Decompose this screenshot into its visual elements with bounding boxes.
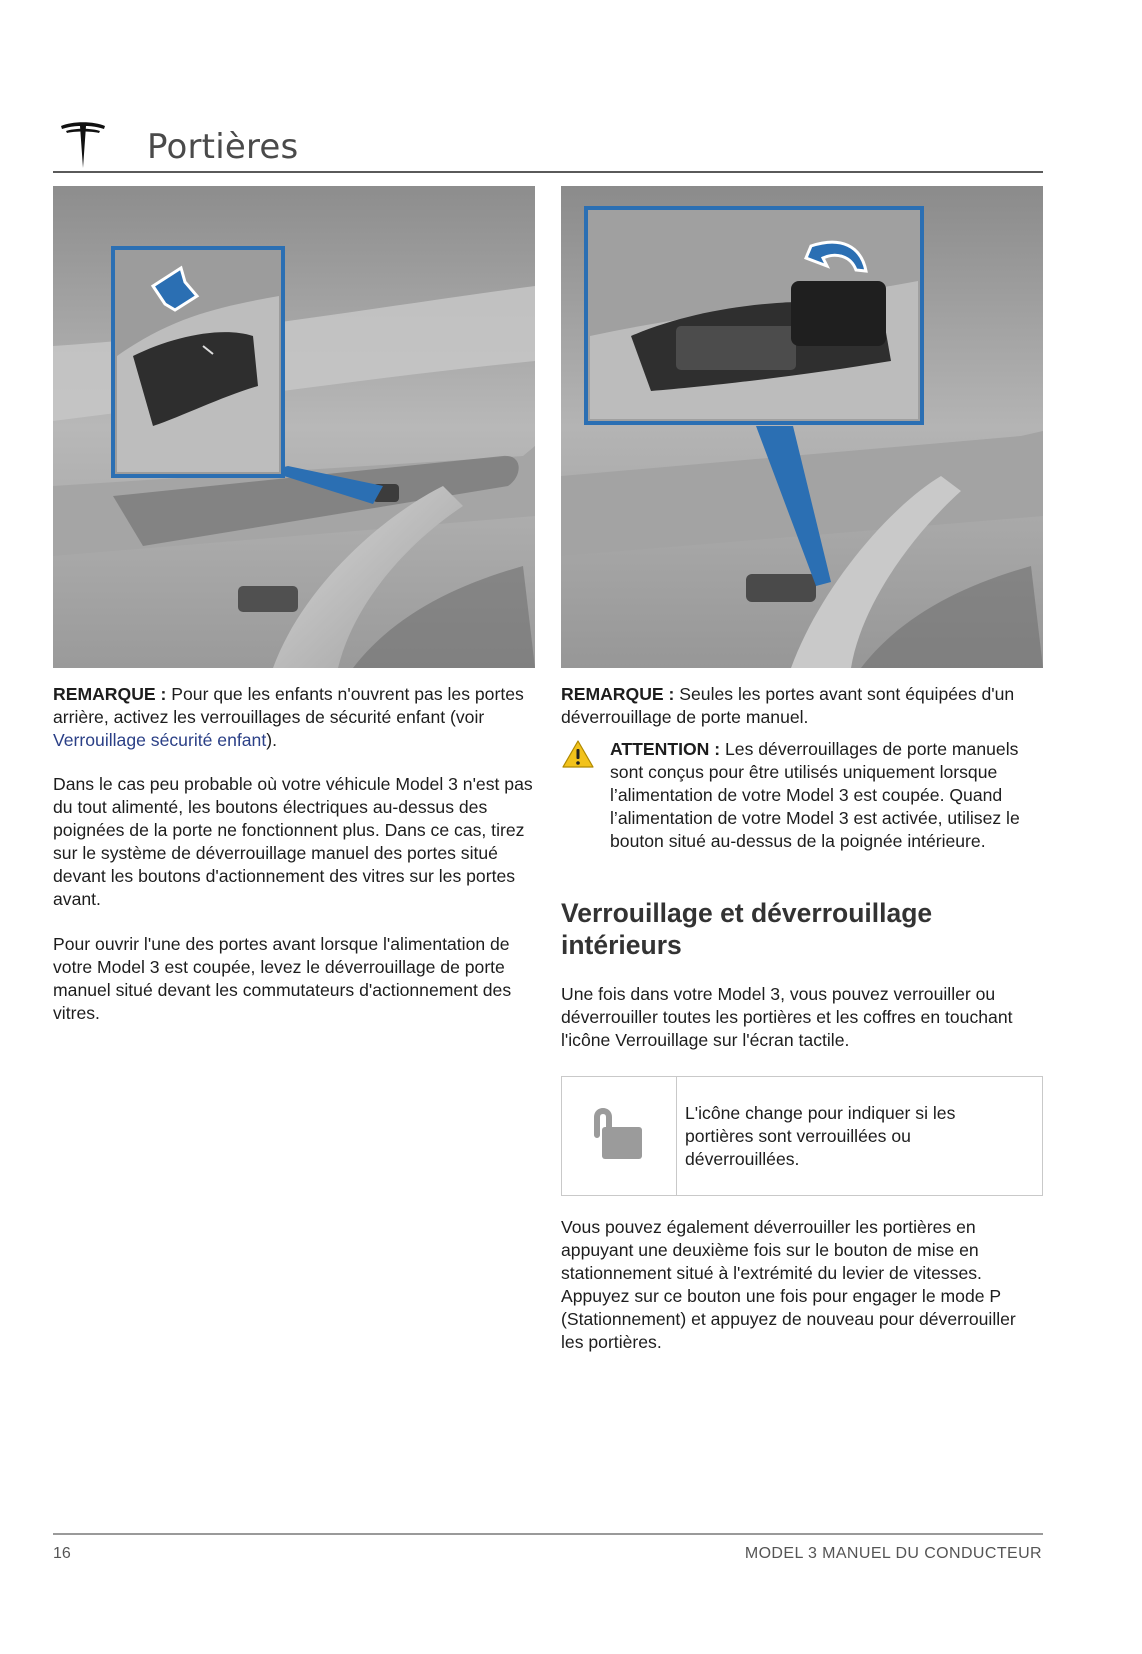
note-text: Seules les portes avant sont équipées d'un déverrouillage de porte manuel. — [561, 684, 1015, 727]
note-label: REMARQUE : — [53, 684, 167, 704]
paragraph-open-front-door: Pour ouvrir l'une des portes avant lorsque l'alimentation de votre Model 3 est coupée, levez le déverrouillage de porte manuel situé devant les commutateurs d'actionnement des vitres. — [53, 934, 512, 1023]
manual-name: MODEL 3 MANUEL DU CONDUCTEUR — [744, 1545, 1042, 1562]
note-front-doors — [561, 683, 1043, 729]
unlocked-padlock-icon — [588, 1099, 648, 1169]
front-door-illustration — [561, 186, 1043, 668]
footer-rule — [53, 1533, 1043, 1535]
header-rule — [53, 171, 1043, 173]
tesla-logo — [58, 120, 108, 172]
paragraph-lock-touchscreen: Une fois dans votre Model 3, vous pouvez verrouiller ou déverrouiller toutes les portières et les coffres en touchant l'icône Verrouillage sur l'écran tactile. — [561, 984, 1013, 1050]
warning-triangle-icon — [561, 739, 595, 769]
warning-text: Les déverrouillages de porte manuels sont conçus pour être utilisés uniquement lorsque l’alimentation de votre Model 3 est coupée. Quand l’alimentation de votre Model 3 est activée, utilisez le bouton situé au-dessus de la poignée intérieure. — [610, 739, 1020, 851]
paragraph-no-power: Dans le cas peu probable où votre véhicule Model 3 n'est pas du tout alimenté, les boutons électriques au-dessus des poignées de la porte ne fonctionnent plus. Dans ce cas, tirez sur le système de déverrouillage manuel des portes situé devant les boutons d'actionnement des vitres sur les portes avant. — [53, 774, 533, 909]
icon-cell — [562, 1077, 677, 1195]
icon-description: L'icône change pour indiquer si les portières sont verrouillées ou déverrouillées. — [685, 1103, 956, 1169]
note-label: REMARQUE : — [561, 684, 675, 704]
paragraph-park-button: Vous pouvez également déverrouiller les portières en appuyant une deuxième fois sur le bouton de mise en stationnement situé à l'extrémité du levier de vitesses. Appuyez sur ce bouton une fois pour engager le mode P (Stationnement) et appuyez de nouveau pour déverrouiller les portières. — [561, 1217, 1016, 1352]
rear-door-illustration — [53, 186, 535, 668]
child-lock-link[interactable]: Verrouillage sécurité enfant — [53, 730, 267, 750]
lock-icon-table — [561, 1076, 1043, 1196]
section-heading: Verrouillage et déverrouillage intérieurs — [561, 898, 933, 960]
page-title: Portières — [147, 127, 299, 167]
warning-label: ATTENTION : — [610, 739, 721, 759]
note-text: Pour que les enfants n'ouvrent pas les portes arrière, activez les verrouillages de sécurité enfant (voir — [53, 684, 524, 727]
note-child-lock — [53, 683, 535, 752]
warning-manual-release — [610, 738, 1046, 853]
note-text-end: ). — [266, 730, 277, 750]
page-number: 16 — [53, 1545, 71, 1562]
